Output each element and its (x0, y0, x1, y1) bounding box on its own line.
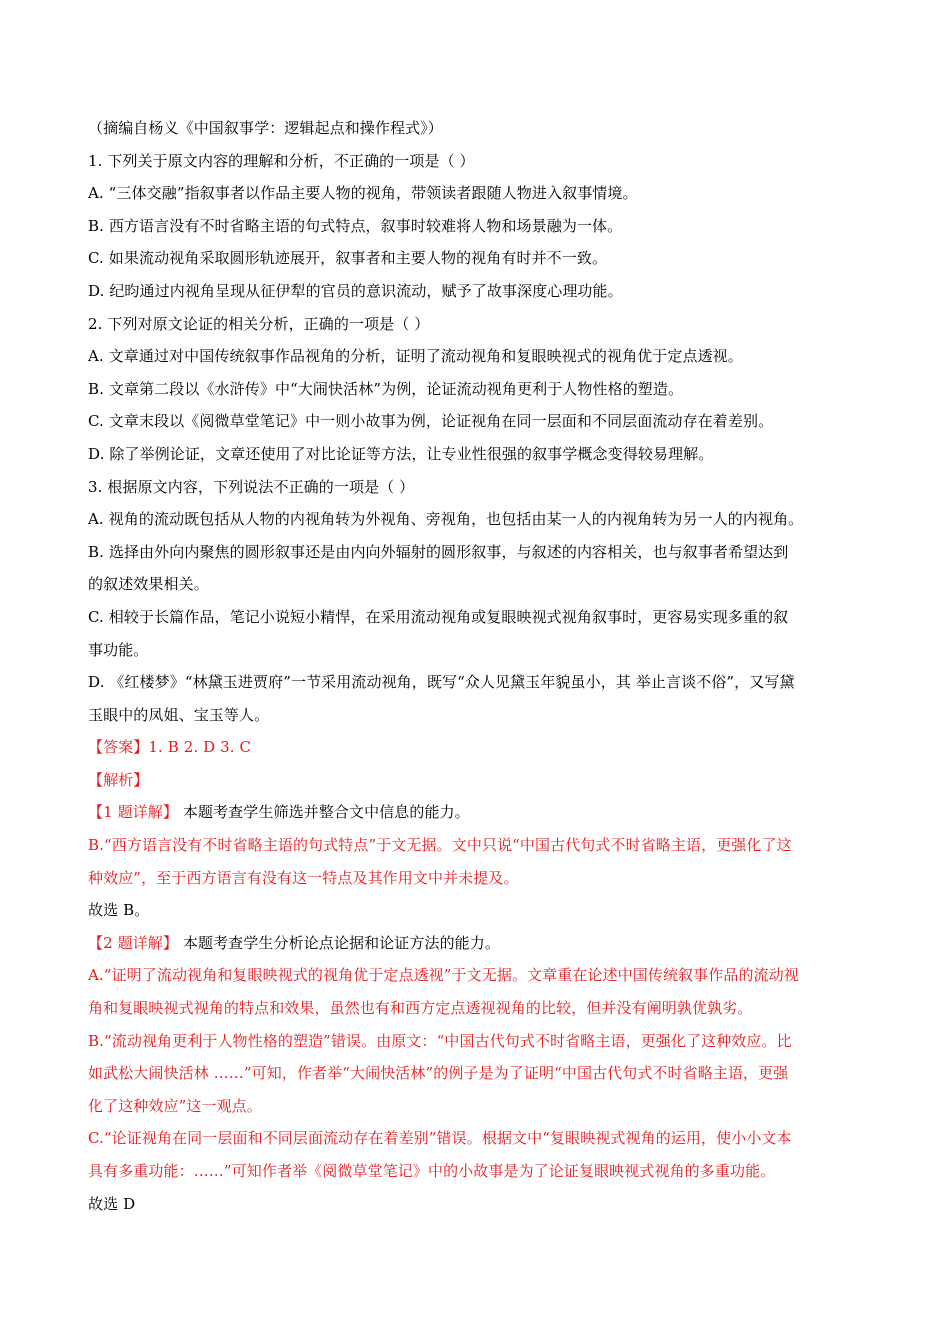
option-a: A. 视角的流动既包括从人物的内视角转为外视角、旁视角，也包括由某一人的内视角转为另一人的内视角。 (88, 510, 804, 529)
detail-1-line: 种效应”，至于西方语言有没有这一特点及其作用文中并未提及。 (88, 868, 519, 887)
question-1 (88, 145, 878, 308)
detail-1-summary: 本题考查学生筛选并整合文中信息的能力。 (178, 803, 470, 822)
question-3 (88, 471, 878, 732)
option-b-line-2: 的叙述效果相关。 (88, 575, 209, 594)
option-b-line-1: B. 选择由外向内聚焦的圆形叙事还是由内向外辐射的圆形叙事，与叙述的内容相关，也与叙事者希望达到 (88, 542, 789, 561)
analysis-label: 【解析】 (88, 770, 149, 789)
option-a: A. 文章通过对中国传统叙事作品视角的分析，证明了流动视角和复眼映视式的视角优于定点透视。 (88, 347, 743, 366)
detail-2-line: 如武松大闹快活林 ……”可知，作者举“大闹快活林”的例子是为了证明“中国古代句式不时省略主语，更强 (88, 1064, 789, 1083)
detail-1-label: 【1 题详解】 (88, 803, 179, 822)
detail-2-summary: 本题考查学生分析论点论据和论证方法的能力。 (178, 933, 500, 952)
option-c-line-2: 事功能。 (88, 640, 149, 659)
option-d-line-1: D. 《红楼梦》“林黛玉进贾府”一节采用流动视角，既写“众人见黛玉年貌虽小，其 举止言谈不俗”，又写黛 (88, 673, 795, 692)
detail-2-line: C.“论证视角在同一层面和不同层面流动存在着差别”错误。根据文中“复眼映视式视角的运用，使小小文本 (88, 1129, 792, 1148)
document-page (88, 112, 878, 1220)
detail-2-label: 【2 题详解】 (88, 933, 179, 952)
question-2 (88, 308, 878, 471)
answer-text: 1. B 2. D 3. C (148, 738, 252, 757)
detail-2-line: A.“证明了流动视角和复眼映视式的视角优于定点透视”于文无据。文章重在论述中国传统叙事作品的流动视 (88, 966, 799, 985)
source-line: （摘编自杨义《中国叙事学：逻辑起点和操作程式》） (88, 119, 443, 137)
detail-2-heading (88, 927, 878, 960)
option-c: C. 如果流动视角采取圆形轨迹展开，叙事者和主要人物的视角有时并不一致。 (88, 249, 608, 268)
question-stem: 2. 下列对原文论证的相关分析，正确的一项是（ ） (88, 314, 430, 333)
detail-2-line: 具有多重功能：……”可知作者举《阅微草堂笔记》中的小故事是为了论证复眼映视式视角的多重功能。 (88, 1162, 776, 1180)
answer-line (88, 731, 878, 764)
detail-2-line: 角和复眼映视式视角的特点和效果，虽然也有和西方定点透视视角的比较，但并没有阐明孰优孰劣。 (88, 999, 753, 1018)
question-stem: 1. 下列关于原文内容的理解和分析，不正确的一项是（ ） (88, 151, 475, 170)
option-d: D. 纪昀通过内视角呈现从征伊犁的官员的意识流动，赋予了故事深度心理功能。 (88, 281, 623, 300)
option-c-line-1: C. 相较于长篇作品，笔记小说短小精悍，在采用流动视角或复眼映视式视角叙事时，更容易实现多重的叙 (88, 607, 789, 626)
detail-1 (88, 796, 878, 926)
detail-2-conclusion: 故选 D (88, 1194, 136, 1213)
detail-1-heading (88, 796, 878, 829)
option-a: A. “三体交融”指叙事者以作品主要人物的视角，带领读者跟随人物进入叙事情境。 (88, 184, 638, 203)
option-b: B. 西方语言没有不时省略主语的句式特点，叙事时较难将人物和场景融为一体。 (88, 216, 623, 235)
option-b: B. 文章第二段以《水浒传》中“大闹快活林”为例，论证流动视角更利于人物性格的塑造。 (88, 379, 684, 398)
detail-1-conclusion: 故选 B。 (88, 901, 150, 920)
detail-2 (88, 927, 878, 1220)
detail-2-line: B.“流动视角更利于人物性格的塑造”错误。由原文：“中国古代句式不时省略主语，更强化了这种效应。比 (88, 1031, 792, 1050)
detail-1-line: B.“西方语言没有不时省略主语的句式特点”于文无据。文中只说“中国古代句式不时省略主语，更强化了这 (88, 836, 792, 855)
option-d-line-2: 玉眼中的凤姐、宝玉等人。 (88, 705, 270, 724)
detail-2-line: 化了这种效应”这一观点。 (88, 1096, 262, 1115)
option-c: C. 文章末段以《阅微草堂笔记》中一则小故事为例，论证视角在同一层面和不同层面流动存在着差别。 (88, 412, 774, 431)
question-stem: 3. 根据原文内容，下列说法不正确的一项是（ ） (88, 477, 415, 496)
option-d: D. 除了举例论证，文章还使用了对比论证等方法，让专业性很强的叙事学概念变得较易理解。 (88, 444, 714, 463)
answer-label: 【答案】 (88, 738, 149, 757)
